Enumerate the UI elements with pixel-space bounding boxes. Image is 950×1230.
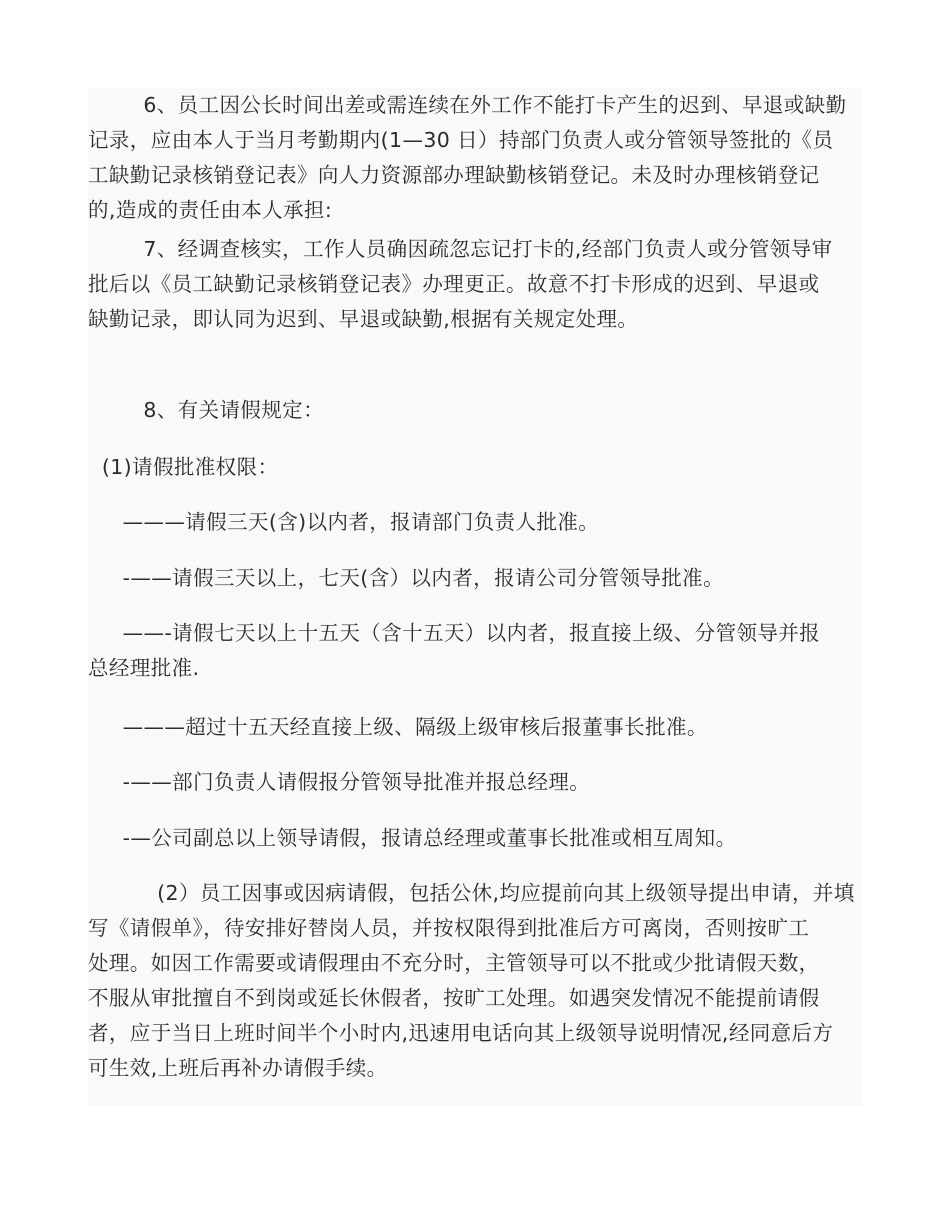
text-line: 处理。如因工作需要或请假理由不充分时，主管领导可以不批或少批请假天数， [88, 951, 820, 975]
text-line: ———超过十五天经直接上级、隔级上级审核后报董事长批准。 [88, 715, 708, 739]
text-line: 不服从审批擅自不到岗或延长休假者，按旷工处理。如遇突发情况不能提前请假 [88, 986, 820, 1010]
paragraph-item-6 [88, 88, 862, 228]
text-line: 的,造成的责任由本人承担: [88, 198, 333, 222]
paragraph-item-7 [88, 232, 862, 337]
text-line: 记录，应由本人于当月考勤期内(1—30 日）持部门负责人或分管领导签批的《员 [88, 128, 834, 152]
text-line: 8、有关请假规定： [88, 398, 324, 422]
text-line: (1)请假批准权限： [88, 455, 279, 479]
text-line: 批后以《员工缺勤记录核销登记表》办理更正。故意不打卡形成的迟到、早退或 [88, 272, 820, 296]
rule-item-1 [88, 505, 862, 540]
text-line: 缺勤记录，即认同为迟到、早退或缺勤,根据有关规定处理。 [88, 307, 639, 331]
rule-item-3 [88, 616, 862, 686]
text-line: 6、员工因公长时间出差或需连续在外工作不能打卡产生的迟到、早退或缺勤 [88, 93, 847, 117]
text-line: 总经理批准. [88, 656, 200, 680]
text-line: ———请假三天(含)以内者，报请部门负责人批准。 [88, 510, 600, 534]
rule-item-4 [88, 710, 862, 745]
text-line: -—公司副总以上领导请假，报请总经理或董事长批准或相互周知。 [88, 826, 737, 850]
text-line: -——请假三天以上，七天(含）以内者，报请公司分管领导批准。 [88, 566, 724, 590]
text-line: 可生效,上班后再补办请假手续。 [88, 1056, 388, 1080]
rule-item-6 [88, 821, 862, 856]
text-line: -——部门负责人请假报分管领导批准并报总经理。 [88, 770, 591, 794]
paragraph-leave-application [88, 876, 862, 1086]
text-line: 写《请假单》，待安排好替岗人员，并按权限得到批准后方可离岗，否则按旷工 [88, 916, 810, 940]
rule-item-2 [88, 561, 862, 596]
text-line: 7、经调查核实，工作人员确因疏忽忘记打卡的,经部门负责人或分管领导审 [88, 237, 833, 261]
text-line: ——-请假七天以上十五天（含十五天）以内者，报直接上级、分管领导并报 [88, 621, 821, 645]
paragraph-approval-authority [88, 450, 862, 485]
text-line: (2）员工因事或因病请假，包括公休,均应提前向其上级领导提出申请，并填 [88, 881, 855, 905]
text-line: 工缺勤记录核销登记表》向人力资源部办理缺勤核销登记。未及时办理核销登记 [88, 163, 820, 187]
paragraph-item-8 [88, 393, 862, 428]
document-body [88, 88, 862, 1106]
rule-item-5 [88, 765, 862, 800]
text-line: 者，应于当日上班时间半个小时内,迅速用电话向其上级领导说明情况,经同意后方 [88, 1021, 834, 1045]
